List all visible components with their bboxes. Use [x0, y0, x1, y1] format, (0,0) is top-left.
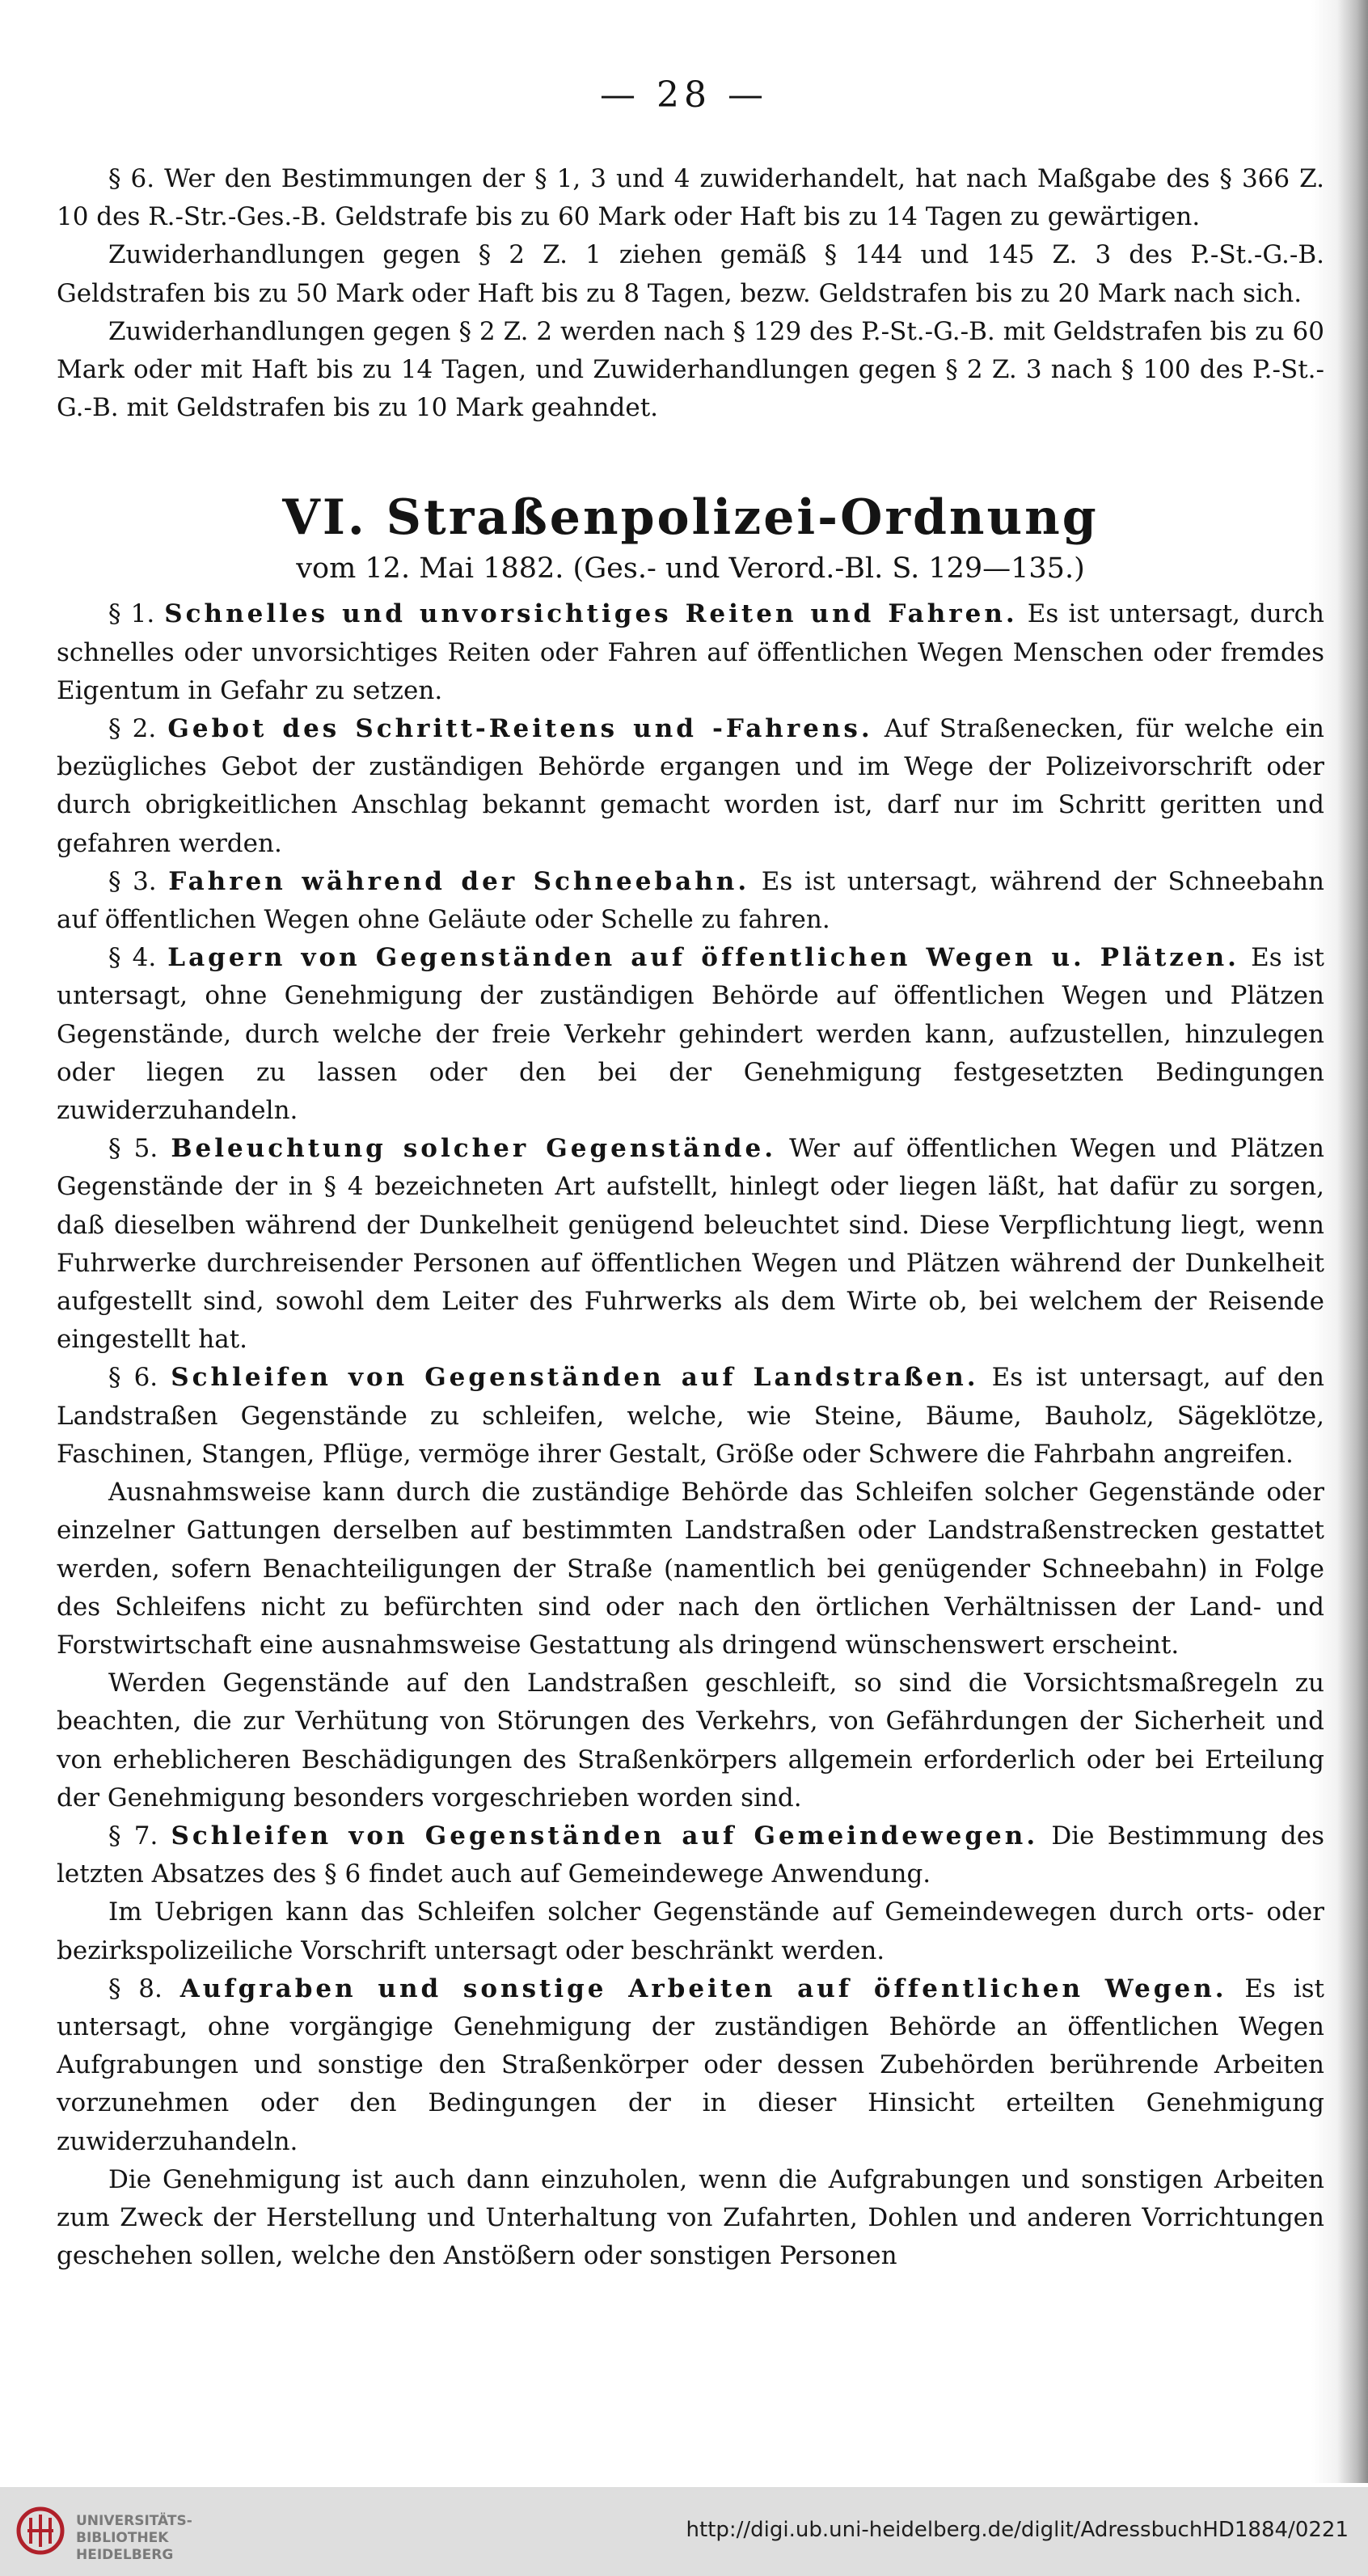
paragraph-s7-cont: Im Uebrigen kann das Schleifen solcher Gegenstände auf Gemeindewegen durch orts- oder bezirkspolizeiliche Vorschrift untersagt oder beschränkt werden. [57, 1897, 1324, 1965]
paragraph-text: Es ist untersagt, während der Schneebahn auf öffentlichen Wegen ohne Geläute oder Schelle zu fahren. [57, 866, 1324, 935]
paragraph-number: § 1. [108, 599, 155, 629]
seal-mark [27, 2515, 53, 2547]
paragraph-title: Lagern von Gegenständen auf öffentlichen Wegen u. Plätzen. [167, 943, 1239, 973]
document-body [57, 160, 1324, 2275]
paragraph-text: Auf Straßenecken, für welche ein bezügliches Gebot der zuständigen Behörde ergangen und im Wege der Polizeivorschrift oder durch obrigkeitlichen Anschlag bekannt gemacht worden ist, darf nur im Schritt geritten und gefahren werden. [57, 714, 1324, 858]
paragraph-s6-cont-2: Werden Gegenstände auf den Landstraßen geschleift, so sind die Vorsichtsmaßregeln zu beachten, die zur Verhütung von Störungen des Verkehrs, von Gefährdungen der Sicherheit und von erheblicheren Beschädigungen des Straßenkörpers allgemein erforderlich oder bei Erteilung der Genehmigung besonders vorgeschrieben worden sind. [57, 1669, 1324, 1813]
paragraph-number: § 7. [108, 1821, 158, 1851]
library-name-line: HEIDELBERG [76, 2547, 174, 2563]
paragraph-s8 [57, 1970, 1324, 2161]
library-name-line: UNIVERSITÄTS- [76, 2513, 192, 2529]
library-name [76, 2513, 192, 2564]
paragraph-s5 [57, 1130, 1324, 1359]
paragraph-text: Es ist untersagt, ohne vorgängige Genehmigung der zuständigen Behörde an öffentlichen Wegen Aufgrabungen und sonstige den Straßenkörper oder dessen Zubehörden berührende Arbeiten vorzunehmen oder den Bedingungen der in dieser Hinsicht erteilten Genehmigung zuwiderzuhandeln. [57, 1973, 1324, 2156]
paragraph-title: Gebot des Schritt-Reitens und -Fahrens. [167, 714, 873, 744]
paragraph-text: Es ist untersagt, auf den Landstraßen Gegenstände zu schleifen, welche, wie Steine, Bäume, Bauholz, Sägeklötze, Faschinen, Stangen, Pflüge, vermöge ihrer Gestalt, Größe oder Schwere die Fahrbahn angreifen. [57, 1363, 1324, 1469]
section-heading: VI. Straßenpolizei-Ordnung [282, 489, 1099, 547]
paragraph-number: § 5. [108, 1134, 158, 1164]
paragraph-title: Fahren während der Schneebahn. [168, 866, 750, 896]
paragraph-number: § 3. [108, 866, 157, 896]
paragraph-title: Schnelles und unvorsichtiges Reiten und Fahren. [164, 599, 1018, 629]
paragraph-title: Beleuchtung solcher Gegenstände. [171, 1134, 776, 1164]
section-subheading: vom 12. Mai 1882. (Ges.- und Verord.-Bl. S. 129—135.) [296, 552, 1085, 586]
paragraph-s3 [57, 863, 1324, 939]
intro-paragraph-1: § 6. Wer den Bestimmungen der § 1, 3 und 4 zuwiderhandelt, hat nach Maßgabe des § 366 Z. 10 des R.-Str.-Ges.-B. Geldstrafe bis zu 60 Mark oder Haft bis zu 14 Tagen zu gewärtigen. [57, 164, 1324, 232]
paragraph-s4 [57, 939, 1324, 1130]
library-seal-icon [11, 2502, 70, 2560]
paragraph-text: Es ist untersagt, ohne Genehmigung der zuständigen Behörde auf öffentlichen Wegen und Plätzen Gegenstände, durch welche der freie Verkehr gehindert werden kann, aufzustellen, hinzulegen oder liegen zu lassen oder den bei der Genehmigung festgesetzten Bedingungen zuwiderzuhandeln. [57, 943, 1324, 1126]
paragraph-title: Aufgraben und sonstige Arbeiten auf öffentlichen Wegen. [179, 1973, 1227, 2003]
paragraph-s6 [57, 1359, 1324, 1474]
paragraph-number: § 2. [108, 714, 157, 744]
page-number: — 28 — [600, 74, 768, 116]
paragraph-number: § 4. [108, 943, 157, 973]
paragraph-s6-cont-1: Ausnahmsweise kann durch die zuständige Behörde das Schleifen solcher Gegenstände oder einzelner Gattungen derselben auf bestimmten Landstraßen oder Landstraßenstrecken gestattet werden, sofern Benachteiligungen der Straße (namentlich bei genügender Schneebahn) in Folge des Schleifens nicht zu befürchten sind oder nach den örtlichen Verhältnissen der Land- und Forstwirtschaft eine ausnahmsweise Gestattung als dringend wünschenswert erscheint. [57, 1478, 1324, 1660]
paragraph-number: § 6. [108, 1363, 158, 1393]
paragraph-text: Die Bestimmung des letzten Absatzes des § 6 findet auch auf Gemeindewege Anwendung. [57, 1821, 1325, 1889]
paragraph-s2 [57, 710, 1324, 863]
paragraph-title: Schleifen von Gegenständen auf Landstraßen. [171, 1363, 979, 1393]
paragraph-title: Schleifen von Gegenständen auf Gemeindewegen. [171, 1821, 1039, 1851]
intro-paragraph-3: Zuwiderhandlungen gegen § 2 Z. 2 werden nach § 129 des P.-St.-G.-B. mit Geldstrafen bis zu 60 Mark oder mit Haft bis zu 14 Tagen, und Zuwiderhandlungen gegen § 2 Z. 3 nach § 100 des P.-St.-G.-B. mit Geldstrafen bis zu 10 Mark geahndet. [57, 316, 1324, 423]
intro-paragraph-2: Zuwiderhandlungen gegen § 2 Z. 1 ziehen gemäß § 144 und 145 Z. 3 des P.-St.-G.-B. Geldstrafen bis zu 50 Mark oder Haft bis zu 8 Tagen, bezw. Geldstrafen bis zu 20 Mark nach sich. [57, 240, 1324, 308]
paragraph-s8-cont: Die Genehmigung ist auch dann einzuholen, wenn die Aufgrabungen und sonstigen Arbeiten zum Zweck der Herstellung und Unterhaltung von Zufahrten, Dohlen und anderen Vorrichtungen geschehen sollen, welche den Anstößern oder sonstigen Personen [57, 2164, 1324, 2271]
paragraph-number: § 8. [108, 1973, 163, 2003]
paragraph-text: Es ist untersagt, durch schnelles oder unvorsichtiges Reiten oder Fahren auf öffentlichen Wegen Menschen oder fremdes Eigentum in Gefahr zu setzen. [57, 599, 1324, 705]
library-name-line: BIBLIOTHEK [76, 2530, 169, 2546]
paragraph-s1 [57, 595, 1324, 710]
paragraph-text: Wer auf öffentlichen Wegen und Plätzen Gegenstände der in § 4 bezeichneten Art aufstellt, hinlegt oder liegen läßt, hat dafür zu sorgen, daß dieselben während der Dunkelheit genügend beleuchtet sind. Diese Verpflichtung liegt, wenn Fuhrwerke durchreisender Personen auf öffentlichen Wegen und Plätzen während der Dunkelheit aufgestellt sind, sowohl dem Leiter des Fuhrwerks als dem Wirte ob, bei welchem der Reisende eingestellt hat. [57, 1134, 1324, 1355]
footer-bar [0, 2487, 1368, 2576]
paragraph-s7 [57, 1817, 1324, 1893]
source-url-link[interactable]: http://digi.ub.uni-heidelberg.de/diglit/AdressbuchHD1884/0221 [686, 2518, 1349, 2542]
